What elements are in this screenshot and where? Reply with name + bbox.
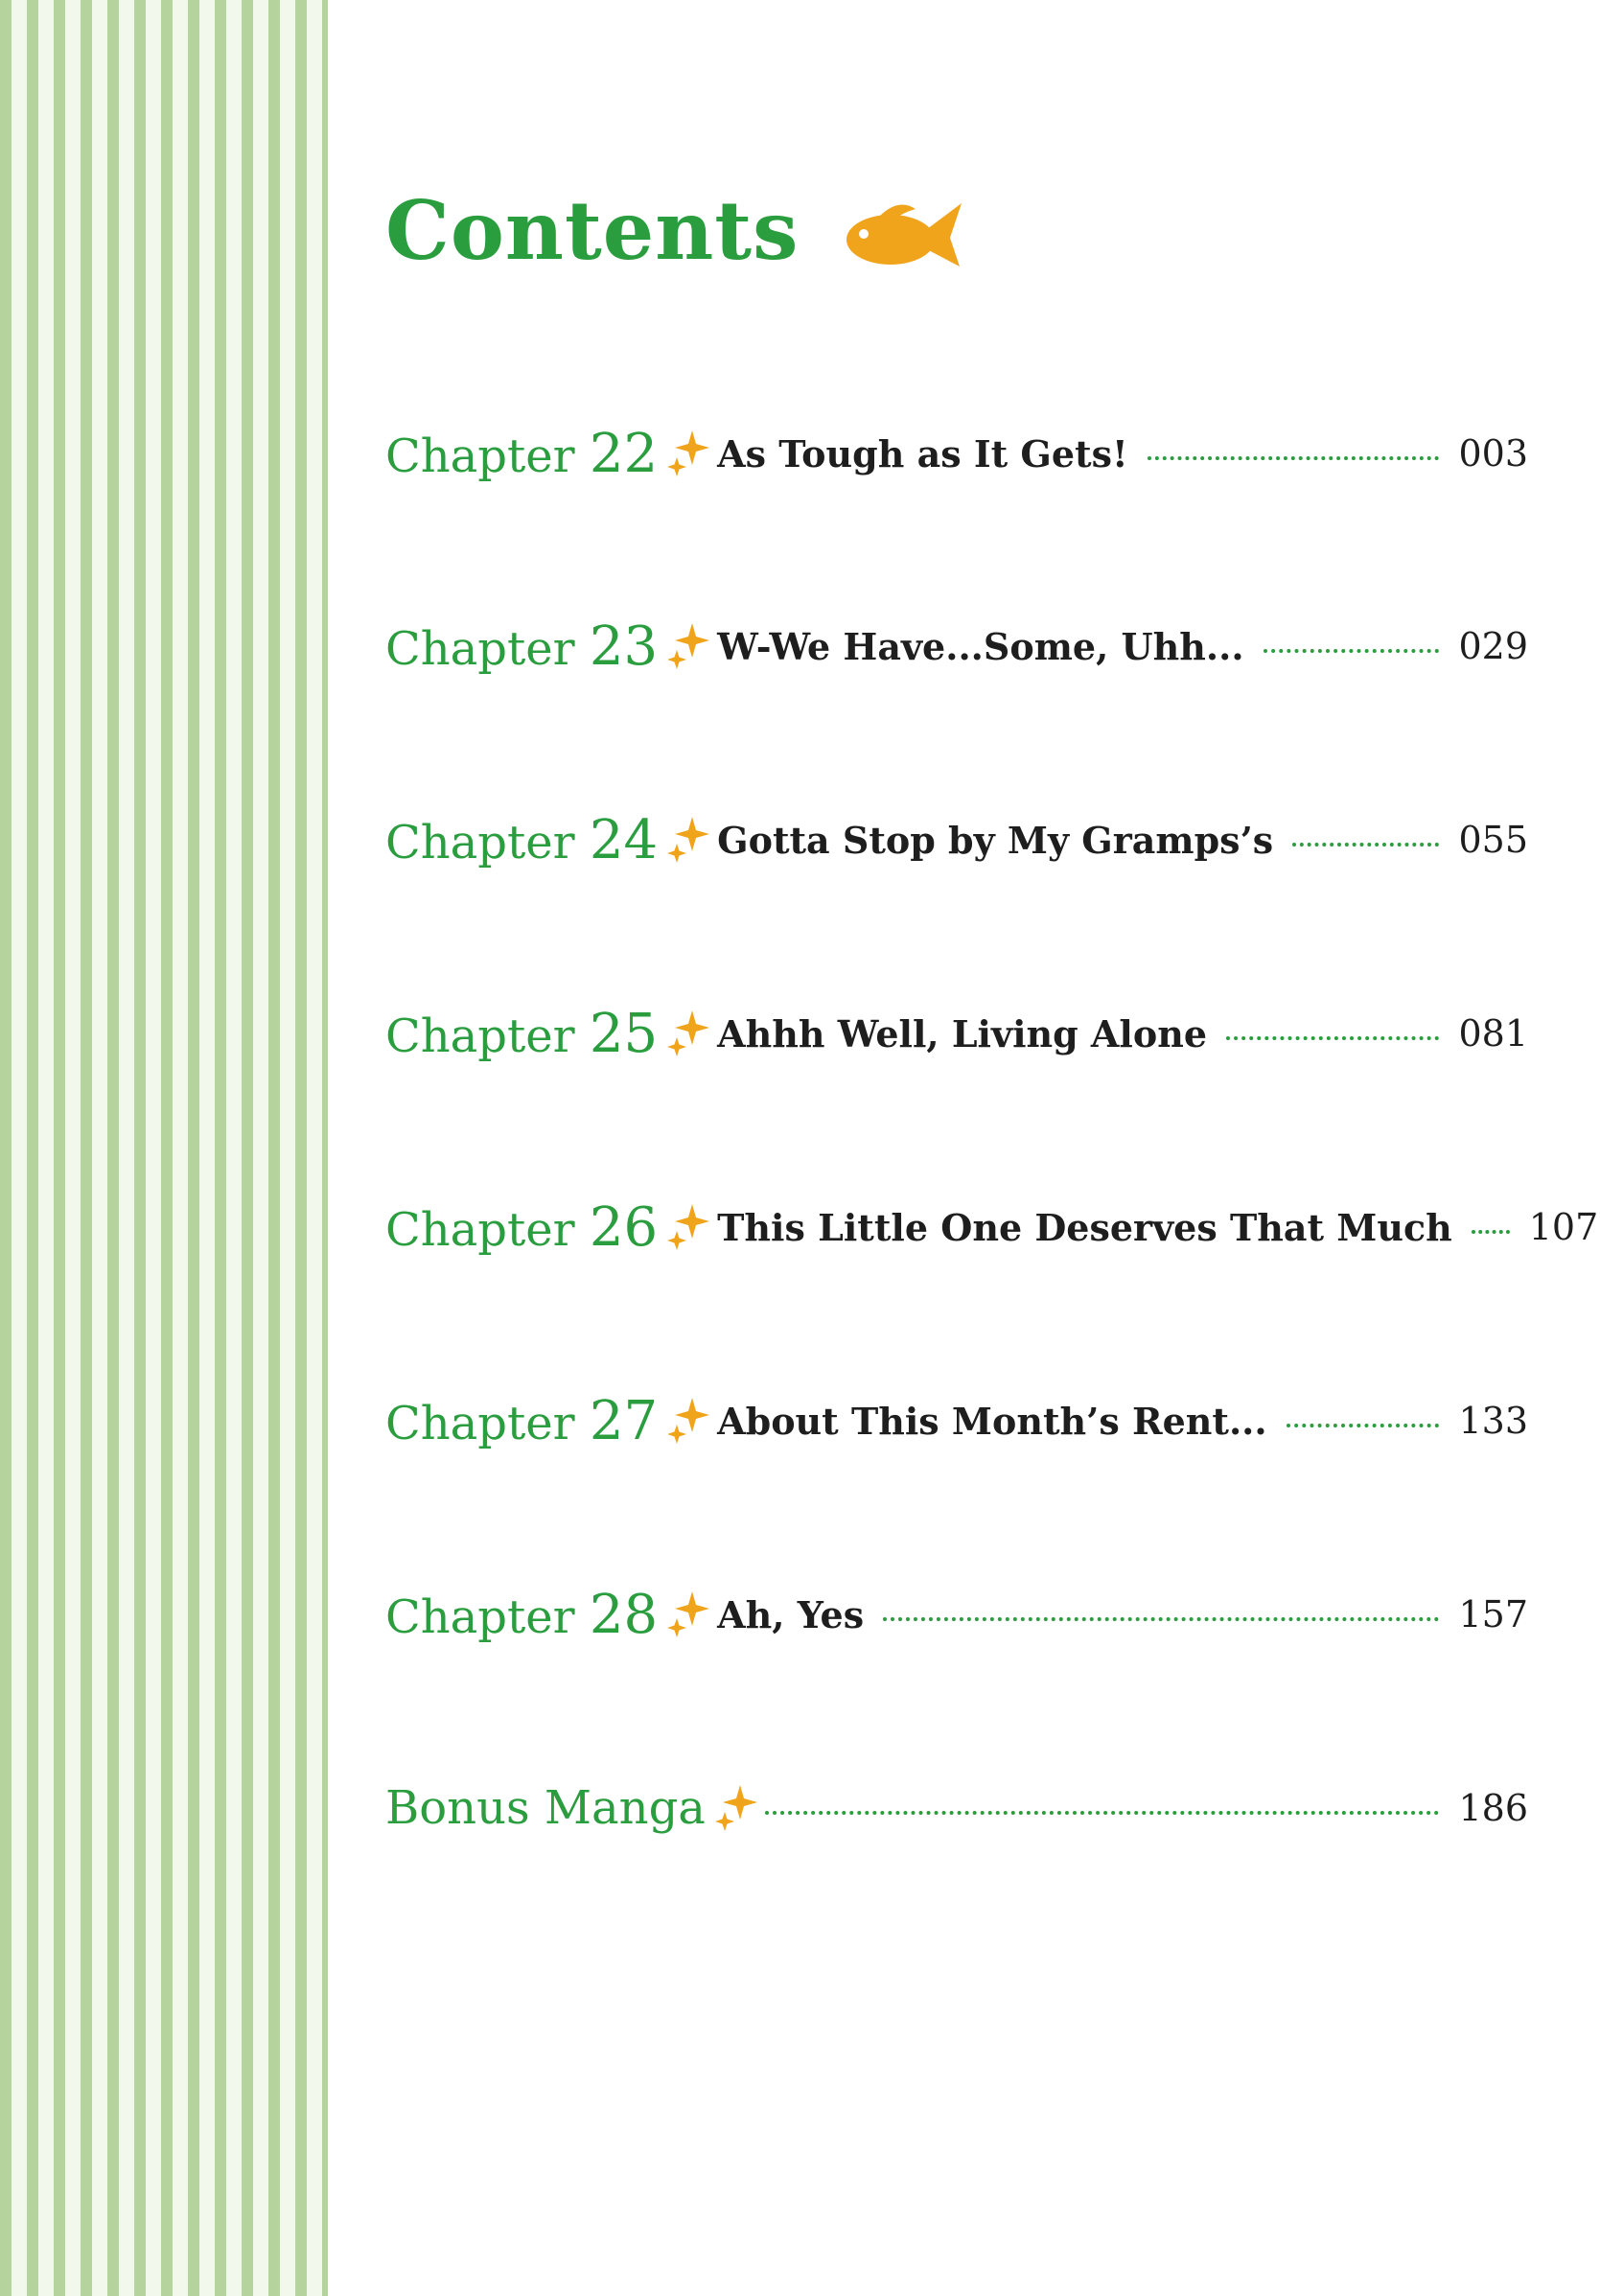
chapter-label: Chapter 28 [385,1583,659,1646]
chapter-number: 25 [589,1002,659,1065]
chapter-label: Chapter 23 [385,615,659,678]
page-number: 133 [1458,1400,1528,1442]
page-number: 055 [1458,819,1528,861]
toc-entry-chapter-26[interactable] [385,1189,1599,1265]
sparkle-icon [667,1591,709,1637]
chapter-number: 26 [589,1195,659,1259]
title-row [385,173,965,288]
sparkle-icon [667,1398,709,1444]
dotted-leader [883,1617,1439,1621]
fish-icon [841,190,965,270]
toc-entry-bonus-manga[interactable] [385,1770,1528,1846]
chapter-number: 27 [589,1389,659,1452]
dotted-leader [765,1811,1440,1815]
page-number: 157 [1458,1593,1528,1635]
toc-entry-chapter-23[interactable] [385,608,1528,684]
chapter-title: This Little One Deserves That Much [717,1205,1452,1249]
chapter-number: 28 [589,1583,659,1646]
toc-entry-chapter-28[interactable] [385,1576,1528,1653]
sparkle-icon [667,430,709,476]
chapter-title: About This Month’s Rent... [717,1399,1267,1443]
chapter-number: 22 [589,422,659,485]
page-number: 029 [1458,625,1528,667]
dotted-leader [1472,1230,1510,1234]
toc-entry-chapter-25[interactable] [385,995,1528,1072]
page-number: 107 [1528,1206,1599,1248]
toc-entry-chapter-27[interactable] [385,1382,1528,1459]
sparkle-icon [667,817,709,863]
bonus-label: Bonus Manga [385,1781,706,1835]
page-number: 186 [1458,1787,1528,1829]
chapter-number: 24 [589,808,659,871]
chapter-label: Chapter 24 [385,808,659,871]
sparkle-icon [667,1204,709,1250]
sparkle-icon [667,1010,709,1056]
page-number: 003 [1458,432,1528,475]
chapter-label: Chapter 27 [385,1389,659,1452]
dotted-leader [1226,1036,1439,1040]
sparkle-icon [667,623,709,669]
dotted-leader [1292,843,1439,847]
striped-margin [0,0,328,2296]
chapter-number: 23 [589,615,659,678]
chapter-label: Chapter 26 [385,1195,659,1259]
page-title: Contents [385,182,800,278]
chapter-title: Gotta Stop by My Gramps’s [717,818,1274,862]
toc-entry-chapter-24[interactable] [385,801,1528,878]
sparkle-icon [715,1785,757,1831]
chapter-title: W-We Have...Some, Uhh... [717,624,1244,668]
chapter-label: Chapter 25 [385,1002,659,1065]
dotted-leader [1264,649,1440,653]
chapter-title: As Tough as It Gets! [717,431,1128,475]
page-number: 081 [1458,1012,1528,1055]
chapter-title: Ah, Yes [717,1592,865,1636]
dotted-leader [1287,1424,1440,1427]
chapter-title: Ahhh Well, Living Alone [717,1011,1208,1055]
toc-entry-chapter-22[interactable] [385,415,1528,492]
chapter-label: Chapter 22 [385,422,659,485]
dotted-leader [1148,456,1440,460]
